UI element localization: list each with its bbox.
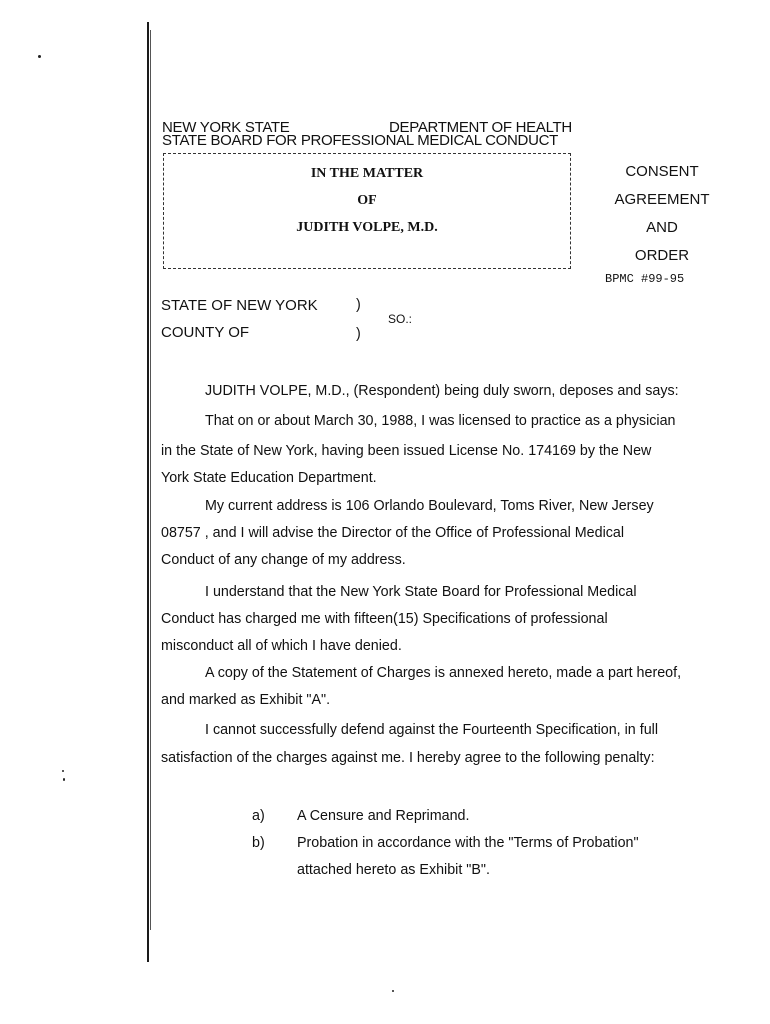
paragraph-charges-line-1: I understand that the New York State Board for Professional Medical [205,584,637,600]
paragraph-exhibit-a-line-2: and marked as Exhibit "A". [161,692,331,708]
paragraph-deposes: JUDITH VOLPE, M.D., (Respondent) being duly sworn, deposes and says: [205,383,679,399]
bpmc-number: BPMC #99-95 [605,272,685,286]
scan-speck [392,990,394,992]
doc-type-consent: CONSENT [625,163,699,180]
paragraph-license-line-2: in the State of New York, having been issued License No. 174169 by the New [161,443,652,459]
penalty-a-text: A Censure and Reprimand. [297,808,470,824]
caption-line-3: JUDITH VOLPE, M.D. [296,220,438,235]
penalty-b-text: Probation in accordance with the "Terms of Probation" [297,835,639,851]
header-state: NEW YORK STATE [162,119,290,136]
doc-type-order: ORDER [634,247,690,264]
paragraph-exhibit-a-line-1: A copy of the Statement of Charges is annexed hereto, made a part hereof, [205,665,682,681]
paragraph-address-line-1: My current address is 106 Orlando Boulevard, Toms River, New Jersey [205,498,654,514]
penalty-b-letter: b) [252,835,265,851]
left-margin-rule-secondary [150,30,151,930]
doc-type-agreement: AGREEMENT [614,191,710,208]
paragraph-charges-line-3: misconduct all of which I have denied. [161,638,402,654]
venue-so: SO.: [388,312,413,326]
caption-box [163,153,571,269]
paragraph-address-line-3: Conduct of any change of my address. [161,552,406,568]
penalty-b-text-cont: attached hereto as Exhibit "B". [297,862,490,878]
paragraph-license-line-3: York State Education Department. [161,470,377,486]
scan-speck [38,55,41,58]
penalty-a-letter: a) [252,808,265,824]
paragraph-penalty-line-2: satisfaction of the charges against me. I hereby agree to the following penalty: [161,750,655,766]
paragraph-charges-line-2: Conduct has charged me with fifteen(15) Specifications of professional [161,611,608,627]
venue-state: STATE OF NEW YORK [161,297,318,314]
left-margin-rule [147,22,149,962]
caption-line-1: IN THE MATTER [310,166,424,181]
venue-paren-2: ) [356,326,361,342]
header-board: STATE BOARD FOR PROFESSIONAL MEDICAL CONDUCT [162,132,559,149]
paragraph-license-line-1: That on or about March 30, 1988, I was licensed to practice as a physician [205,413,676,429]
venue-paren-1: ) [356,297,361,313]
paragraph-penalty-line-1: I cannot successfully defend against the Fourteenth Specification, in full [205,722,659,738]
caption-line-2: OF [357,193,377,208]
venue-county: COUNTY OF [161,324,250,341]
header-department: DEPARTMENT OF HEALTH [389,119,572,136]
paragraph-address-line-2: 08757 , and I will advise the Director of the Office of Professional Medical [161,525,625,541]
doc-type-and: AND [646,219,678,236]
scan-speck [63,778,65,781]
scan-speck [62,770,64,772]
